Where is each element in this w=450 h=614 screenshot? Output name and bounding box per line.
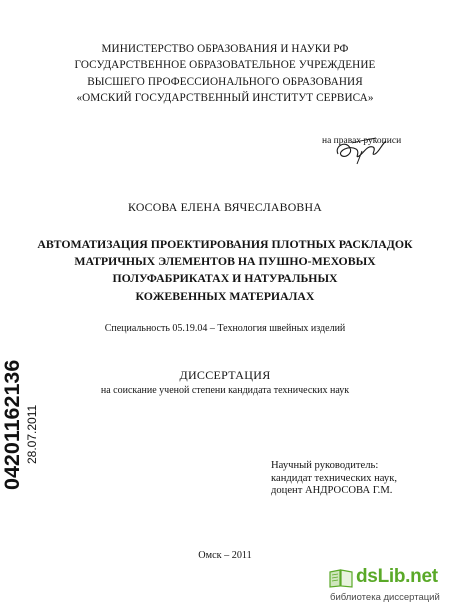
institution-header <box>0 41 450 107</box>
advisor-line-2: кандидат технических наук, <box>271 472 398 484</box>
advisor-line-1: Научный руководитель: <box>271 460 379 471</box>
barcode-number: 04201162136 <box>0 359 24 490</box>
specialty: Специальность 05.19.04 – Технология швейных изделий <box>104 323 346 334</box>
title-line-4: КОЖЕВЕННЫХ МАТЕРИАЛАХ <box>135 288 315 303</box>
header-line-3: ВЫСШЕГО ПРОФЕССИОНАЛЬНОГО ОБРАЗОВАНИЯ <box>87 75 363 88</box>
advisor-line-3: доцент АНДРОСОВА Г.М. <box>271 485 393 497</box>
header-line-2: ГОСУДАРСТВЕННОЕ ОБРАЗОВАТЕЛЬНОЕ УЧРЕЖДЕНИЕ <box>74 59 376 72</box>
author-name: КОСОВА ЕЛЕНА ВЯЧЕСЛАВОВНА <box>128 200 322 214</box>
book-icon <box>328 567 354 589</box>
header-line-4: «ОМСКИЙ ГОСУДАРСТВЕННЫЙ ИНСТИТУТ СЕРВИСА» <box>76 92 374 105</box>
degree-line: на соискание ученой степени кандидата технических наук <box>100 385 350 396</box>
title-line-1: АВТОМАТИЗАЦИЯ ПРОЕКТИРОВАНИЯ ПЛОТНЫХ РАСКЛАДОК <box>37 237 413 251</box>
dslib-watermark[interactable] <box>328 566 446 610</box>
document-type: ДИССЕРТАЦИЯ <box>179 368 271 382</box>
dissertation-title <box>0 236 450 305</box>
barcode-stamp <box>0 354 53 494</box>
rights-note: на правах рукописи <box>322 136 402 146</box>
barcode-date: 28.07.2011 <box>25 404 39 464</box>
header-line-1: МИНИСТЕРСТВО ОБРАЗОВАНИЯ И НАУКИ РФ <box>101 43 349 55</box>
title-line-3: ПОЛУФАБРИКАТАХ И НАТУРАЛЬНЫХ <box>112 271 338 286</box>
watermark-brand: dsLib.net <box>356 566 438 587</box>
handwritten-signature <box>332 132 388 166</box>
city-year: Омск – 2011 <box>198 550 252 561</box>
title-line-2: МАТРИЧНЫХ ЭЛЕМЕНТОВ НА ПУШНО-МЕХОВЫХ <box>74 254 376 269</box>
watermark-subtitle: библиотека диссертаций <box>330 592 440 603</box>
scientific-advisor <box>271 460 397 498</box>
